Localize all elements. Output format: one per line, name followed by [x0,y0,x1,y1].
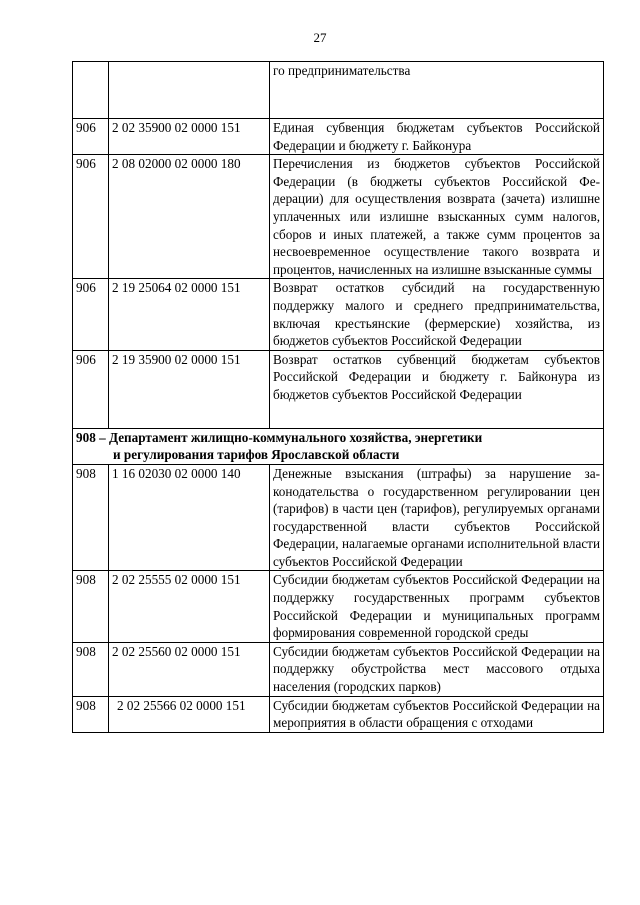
description-cell: Возврат остатков субсидий на государственную поддержку малого и среднего предпринимательства, включая крестьянские (фермерские) хозяйства, из бюджетов субъектов Российской Федерации [270,279,604,350]
department-header-row [73,428,604,464]
kbk-code-cell: 2 02 25566 02 0000 151 [109,696,270,732]
admin-code-cell: 906 [73,119,109,155]
description-cell: Единая субвенция бюджетам субъектов Российской Федерации и бюджету г. Байконура [270,119,604,155]
table-row [73,571,604,642]
description-cell: го предпринимательства [270,62,604,119]
table-row [73,155,604,279]
admin-code-cell: 908 [73,642,109,696]
admin-code-cell: 906 [73,350,109,428]
table-row [73,464,604,571]
admin-code-cell: 906 [73,279,109,350]
department-header-line-1: 908 – Департамент жилищно-коммунального хозяйства, энергетики [76,429,483,445]
page-number: 27 [313,30,327,45]
kbk-code-cell: 2 02 25555 02 0000 151 [109,571,270,642]
admin-code-cell [73,62,109,119]
kbk-code-cell: 2 19 35900 02 0000 151 [109,350,270,428]
table-row [73,62,604,119]
table-row [73,350,604,428]
admin-code-cell: 908 [73,571,109,642]
description-cell: Возврат остатков субвенций бюджетам субъектов Российской Федерации и бюджету г. Байконура из бюджетов субъектов Российской Федерации [270,350,604,428]
department-header-line-2: и регулирования тарифов Ярославской области [113,447,400,463]
kbk-code-cell: 2 08 02000 02 0000 180 [109,155,270,279]
kbk-code-cell: 1 16 02030 02 0000 140 [109,464,270,571]
description-cell: Перечисления из бюджетов субъектов Российской Федерации (в бюджеты субъектов Российской Федерации) для осуществления возврата (зачета) излишне уплаченных или излишне взысканных сумм налогов, сборов и иных платежей, а также сумм процентов за несвоевременное осуществление такого возврата и процентов, начисленных на излишне взысканные суммы [270,155,604,279]
kbk-code-cell: 2 02 35900 02 0000 151 [109,119,270,155]
table-row [73,119,604,155]
budget-classification-table [72,61,604,733]
admin-code-cell: 906 [73,155,109,279]
kbk-code-cell: 2 02 25560 02 0000 151 [109,642,270,696]
kbk-code-cell: 2 19 25064 02 0000 151 [109,279,270,350]
admin-code-cell: 908 [73,464,109,571]
table-row [73,279,604,350]
description-cell: Денежные взыскания (штрафы) за нарушение законодательства о государственном регулировании цен (тарифов) в части цен (тарифов), регулируемых органами государственной власти субъектов Российской Федерации, налагаемые органами исполнительной власти субъектов Российской Федерации [270,464,604,571]
table-row [73,642,604,696]
admin-code-cell: 908 [73,696,109,732]
kbk-code-cell [109,62,270,119]
description-cell: Субсидии бюджетам субъектов Российской Федерации на мероприятия в области обращения с отходами [270,696,604,732]
description-cell: Субсидии бюджетам субъектов Российской Федерации на поддержку государственных программ субъектов Российской Федерации и муниципальных программ формирования современной городской среды [270,571,604,642]
table-row [73,696,604,732]
description-cell: Субсидии бюджетам субъектов Российской Федерации на поддержку обустройства мест массового отдыха населения (городских парков) [270,642,604,696]
department-header [73,428,604,464]
